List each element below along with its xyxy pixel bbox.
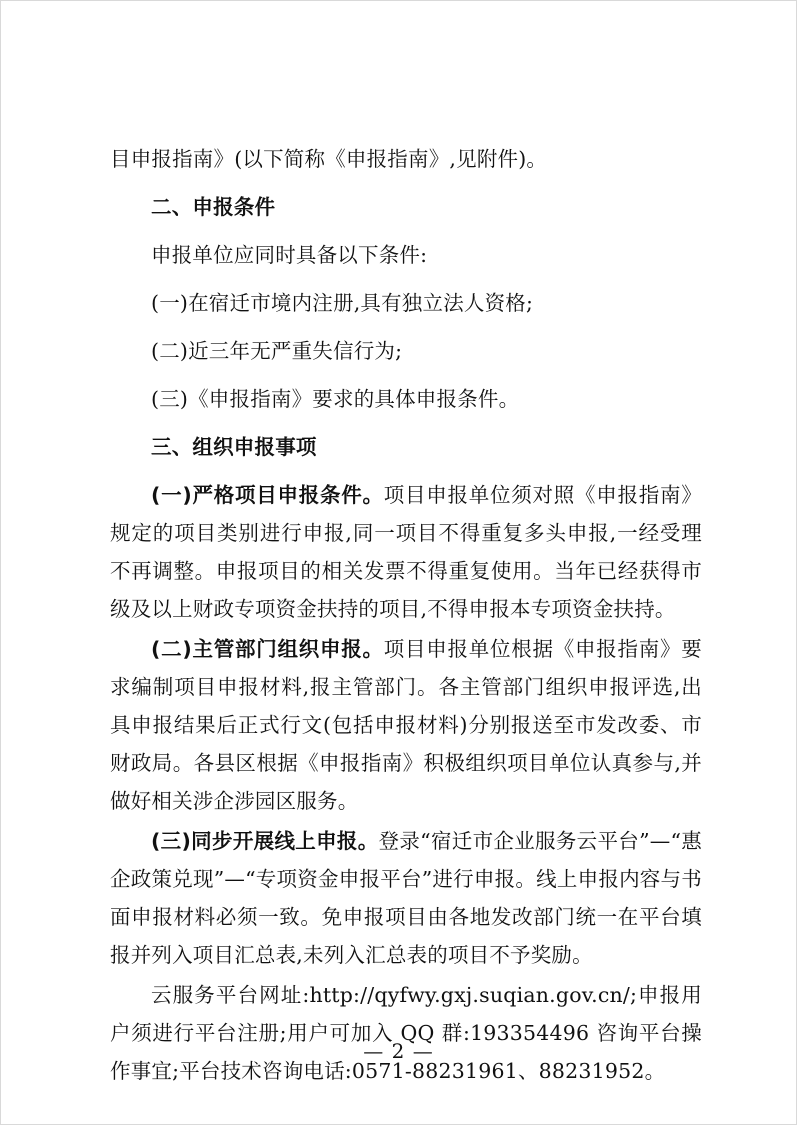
- paragraph-text: 项目申报单位须对照《申报指南》规定的项目类别进行申报,同一项目不得重复多头申报,一经受理不再调整。申报项目的相关发票不得重复使用。当年已经获得市级及以上财政专项资金扶持的项目,不得申报本专项资金扶持。: [110, 483, 702, 621]
- condition-item-1: (一)在宿迁市境内注册,具有独立法人资格;: [151, 291, 534, 315]
- page-number: — 2 —: [363, 1039, 434, 1063]
- paragraph-matter-1: [110, 476, 702, 628]
- paragraph-platform-info: 云服务平台网址:http://qyfwy.gxj.suqian.gov.cn/;申报用户须进行平台注册;用户可加入 QQ 群:193354496 咨询平台操作事宜;平台技术咨询电话:0571-88231961、88231952。: [110, 983, 702, 1083]
- section-heading-conditions: 二、申报条件: [151, 195, 276, 219]
- paragraph-matter-3: [110, 822, 702, 974]
- paragraph-continuation: 目申报指南》(以下简称《申报指南》,见附件)。: [110, 147, 548, 171]
- paragraph-conditions-intro: 申报单位应同时具备以下条件:: [151, 243, 428, 267]
- section-heading-matters: 三、组织申报事项: [151, 435, 317, 459]
- paragraph-lead: (三)同步开展线上申报。: [151, 829, 379, 853]
- paragraph-text: 项目申报单位根据《申报指南》要求编制项目申报材料,报主管部门。各主管部门组织申报评选,出具申报结果后正式行文(包括申报材料)分别报送至市发改委、市财政局。各县区根据《申报指南》积极组织项目单位认真参与,并做好相关涉企涉园区服务。: [110, 637, 702, 813]
- paragraph-text: 登录“宿迁市企业服务云平台”—“惠企政策兑现”—“专项资金申报平台”进行申报。线上申报内容与书面申报材料必须一致。免申报项目由各地发改部门统一在平台填报并列入项目汇总表,未列入汇总表的项目不予奖励。: [110, 829, 702, 967]
- document-body: [110, 140, 702, 1090]
- paragraph-lead: (二)主管部门组织申报。: [151, 637, 384, 661]
- condition-item-3: (三)《申报指南》要求的具体申报条件。: [151, 387, 520, 411]
- condition-item-2: (二)近三年无严重失信行为;: [151, 339, 403, 363]
- paragraph-matter-2: [110, 630, 702, 820]
- paragraph-lead: (一)严格项目申报条件。: [151, 483, 384, 507]
